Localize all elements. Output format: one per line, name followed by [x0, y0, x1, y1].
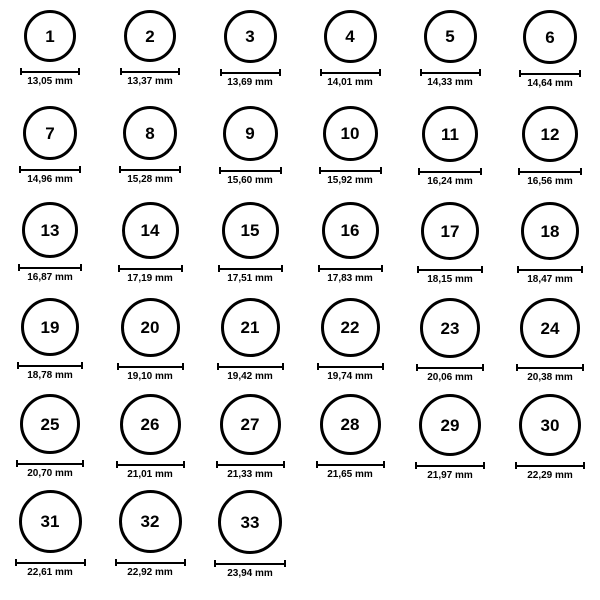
diameter-dimension: [18, 264, 82, 283]
ring-circle: [19, 490, 82, 553]
dimension-line-icon: [418, 168, 482, 175]
diameter-dimension: [318, 265, 383, 284]
ring-size-cell: [0, 394, 100, 479]
ring-size-number: 6: [545, 27, 555, 47]
dimension-line-icon: [16, 460, 84, 467]
diameter-label: 16,56 mm: [527, 176, 573, 187]
dimension-line-icon: [17, 362, 83, 369]
diameter-dimension: [120, 68, 180, 87]
diameter-dimension: [214, 560, 286, 579]
ring-size-cell: [400, 202, 500, 285]
dimension-line-icon: [216, 461, 285, 468]
dimension-line-icon: [517, 266, 583, 273]
ring-circle: [322, 202, 379, 259]
diameter-dimension: [418, 168, 482, 187]
ring-circle: [224, 10, 277, 63]
diameter-label: 22,61 mm: [27, 567, 73, 578]
diameter-dimension: [220, 69, 281, 88]
dimension-line-icon: [217, 363, 284, 370]
ring-size-cell: [0, 202, 100, 283]
dimension-line-icon: [219, 167, 282, 174]
diameter-dimension: [517, 266, 583, 285]
ring-circle: [321, 298, 380, 357]
ring-size-cell: [100, 106, 200, 185]
diameter-dimension: [319, 167, 382, 186]
ring-size-number: 9: [245, 124, 255, 143]
ring-size-cell: [400, 394, 500, 481]
ring-circle: [324, 10, 377, 63]
diameter-label: 16,24 mm: [427, 176, 473, 187]
ring-size-cell: [200, 10, 300, 88]
ring-size-number: 14: [140, 221, 160, 240]
ring-size-cell: [100, 202, 200, 284]
diameter-label: 17,19 mm: [127, 273, 173, 284]
dimension-line-icon: [417, 266, 483, 273]
ring-circle: [121, 298, 180, 357]
diameter-dimension: [216, 461, 285, 480]
ring-size-cell: [300, 10, 400, 88]
ring-circle: [120, 394, 181, 455]
dimension-line-icon: [515, 462, 585, 469]
ring-size-number: 13: [40, 220, 60, 240]
diameter-label: 15,60 mm: [227, 175, 273, 186]
dimension-line-icon: [415, 462, 485, 469]
dimension-line-icon: [220, 69, 281, 76]
ring-circle: [122, 202, 179, 259]
diameter-label: 20,70 mm: [27, 468, 73, 479]
diameter-label: 14,01 mm: [327, 77, 373, 88]
diameter-label: 19,10 mm: [127, 371, 173, 382]
ring-size-number: 22: [340, 318, 360, 337]
diameter-label: 17,83 mm: [327, 273, 373, 284]
diameter-label: 23,94 mm: [227, 568, 273, 579]
ring-size-cell: [0, 298, 100, 381]
ring-size-number: 11: [441, 124, 459, 144]
diameter-dimension: [117, 363, 184, 382]
diameter-dimension: [516, 364, 584, 383]
ring-circle: [124, 10, 176, 62]
diameter-dimension: [416, 364, 484, 383]
dimension-line-icon: [218, 265, 283, 272]
ring-size-cell: [500, 106, 600, 187]
ring-circle: [22, 202, 78, 258]
diameter-dimension: [518, 168, 582, 187]
dimension-line-icon: [116, 461, 185, 468]
ring-size-number: 20: [140, 318, 160, 337]
diameter-dimension: [119, 166, 181, 185]
dimension-line-icon: [420, 69, 481, 76]
ring-circle: [519, 394, 581, 456]
ring-size-cell: [500, 298, 600, 383]
ring-size-cell: [500, 394, 600, 481]
diameter-label: 16,87 mm: [27, 272, 73, 283]
ring-circle: [218, 490, 282, 554]
diameter-dimension: [417, 266, 483, 285]
diameter-label: 17,51 mm: [227, 273, 273, 284]
ring-size-number: 29: [440, 415, 460, 435]
diameter-dimension: [519, 70, 581, 89]
ring-circle: [23, 106, 77, 160]
ring-size-number: 32: [140, 512, 160, 531]
ring-circle: [419, 394, 481, 456]
diameter-label: 14,96 mm: [27, 174, 73, 185]
ring-size-number: 25: [40, 414, 60, 434]
dimension-line-icon: [117, 363, 184, 370]
diameter-dimension: [218, 265, 283, 284]
ring-size-cell: [300, 106, 400, 186]
ring-circle: [222, 202, 279, 259]
diameter-label: 21,65 mm: [327, 469, 373, 480]
ring-size-cell: [400, 106, 500, 187]
diameter-label: 19,74 mm: [327, 371, 373, 382]
diameter-dimension: [320, 69, 381, 88]
ring-circle: [523, 10, 577, 64]
dimension-line-icon: [316, 461, 385, 468]
diameter-label: 14,64 mm: [527, 78, 573, 89]
ring-size-cell: [400, 10, 500, 88]
dimension-line-icon: [318, 265, 383, 272]
diameter-label: 21,97 mm: [427, 470, 473, 481]
diameter-label: 22,92 mm: [127, 567, 173, 578]
diameter-dimension: [217, 363, 284, 382]
dimension-line-icon: [214, 560, 286, 567]
diameter-label: 13,69 mm: [227, 77, 273, 88]
ring-circle: [520, 298, 580, 358]
ring-circle: [421, 202, 479, 260]
ring-size-number: 18: [540, 221, 560, 241]
ring-size-cell: [100, 490, 200, 578]
dimension-line-icon: [119, 166, 181, 173]
ring-circle: [522, 106, 578, 162]
ring-size-cell: [0, 106, 100, 185]
ring-size-cell: [500, 202, 600, 285]
diameter-label: 15,28 mm: [127, 174, 173, 185]
ring-circle: [220, 394, 281, 455]
ring-circle: [223, 106, 278, 161]
ring-size-number: 4: [345, 27, 355, 46]
ring-circle: [420, 298, 480, 358]
ring-circle: [424, 10, 477, 63]
ring-size-cell: [400, 298, 500, 383]
dimension-line-icon: [118, 265, 183, 272]
diameter-dimension: [415, 462, 485, 481]
ring-size-number: 8: [145, 123, 155, 143]
dimension-line-icon: [519, 70, 581, 77]
ring-size-number: 31: [40, 512, 60, 531]
diameter-dimension: [317, 363, 384, 382]
ring-size-cell: [300, 394, 400, 480]
dimension-line-icon: [15, 559, 86, 566]
ring-size-cell: [300, 298, 400, 382]
ring-size-number: 26: [140, 415, 160, 434]
diameter-label: 13,05 mm: [27, 76, 73, 87]
diameter-dimension: [15, 559, 86, 578]
ring-circle: [21, 298, 79, 356]
dimension-line-icon: [319, 167, 382, 174]
diameter-label: 20,38 mm: [527, 372, 573, 383]
ring-size-number: 17: [440, 221, 460, 241]
diameter-dimension: [420, 69, 481, 88]
dimension-line-icon: [320, 69, 381, 76]
ring-size-cell: [100, 298, 200, 382]
diameter-label: 20,06 mm: [427, 372, 473, 383]
ring-size-number: 12: [540, 124, 560, 144]
diameter-dimension: [515, 462, 585, 481]
ring-size-number: 27: [240, 415, 260, 434]
ring-circle: [320, 394, 381, 455]
dimension-line-icon: [416, 364, 484, 371]
ring-circle: [123, 106, 177, 160]
ring-circle: [422, 106, 478, 162]
ring-size-number: 7: [45, 123, 55, 143]
diameter-dimension: [20, 68, 80, 87]
dimension-line-icon: [518, 168, 582, 175]
diameter-label: 22,29 mm: [527, 470, 573, 481]
diameter-label: 18,47 mm: [527, 274, 573, 285]
diameter-label: 18,78 mm: [27, 370, 73, 381]
dimension-line-icon: [516, 364, 584, 371]
diameter-label: 13,37 mm: [127, 76, 173, 87]
dimension-line-icon: [18, 264, 82, 271]
ring-size-number: 15: [240, 221, 260, 240]
ring-circle: [24, 10, 76, 62]
ring-circle: [221, 298, 280, 357]
ring-size-number: 5: [445, 27, 455, 46]
diameter-dimension: [115, 559, 186, 578]
diameter-dimension: [19, 166, 81, 185]
dimension-line-icon: [115, 559, 186, 566]
ring-size-number: 24: [540, 318, 560, 338]
dimension-line-icon: [19, 166, 81, 173]
dimension-line-icon: [317, 363, 384, 370]
ring-size-number: 2: [145, 26, 155, 46]
diameter-label: 18,15 mm: [427, 274, 473, 285]
ring-size-cell: [200, 106, 300, 186]
ring-size-number: 19: [40, 317, 60, 337]
ring-size-cell: [100, 394, 200, 480]
ring-size-cell: [100, 10, 200, 87]
ring-size-cell: [200, 202, 300, 284]
diameter-dimension: [219, 167, 282, 186]
ring-size-cell: [0, 10, 100, 87]
ring-size-cell: [200, 490, 300, 579]
diameter-label: 21,33 mm: [227, 469, 273, 480]
diameter-label: 14,33 mm: [427, 77, 473, 88]
diameter-label: 15,92 mm: [327, 175, 373, 186]
diameter-dimension: [116, 461, 185, 480]
ring-size-cell: [0, 490, 100, 578]
diameter-dimension: [118, 265, 183, 284]
dimension-line-icon: [20, 68, 80, 75]
diameter-dimension: [17, 362, 83, 381]
diameter-dimension: [316, 461, 385, 480]
ring-size-number: 33: [240, 512, 260, 532]
ring-circle: [521, 202, 579, 260]
dimension-line-icon: [120, 68, 180, 75]
ring-circle: [20, 394, 80, 454]
ring-size-number: 3: [245, 27, 255, 46]
diameter-dimension: [16, 460, 84, 479]
diameter-label: 21,01 mm: [127, 469, 173, 480]
ring-size-number: 16: [340, 221, 360, 240]
ring-size-number: 23: [440, 318, 460, 338]
ring-circle: [323, 106, 378, 161]
ring-size-cell: [200, 394, 300, 480]
diameter-label: 19,42 mm: [227, 371, 273, 382]
ring-size-cell: [500, 10, 600, 89]
ring-circle: [119, 490, 182, 553]
ring-size-number: 30: [540, 415, 560, 435]
ring-size-number: 1: [45, 26, 55, 46]
ring-size-number: 10: [340, 124, 360, 143]
ring-size-cell: [300, 202, 400, 284]
ring-size-number: 28: [340, 415, 360, 434]
ring-size-number: 21: [240, 318, 260, 337]
ring-size-cell: [200, 298, 300, 382]
